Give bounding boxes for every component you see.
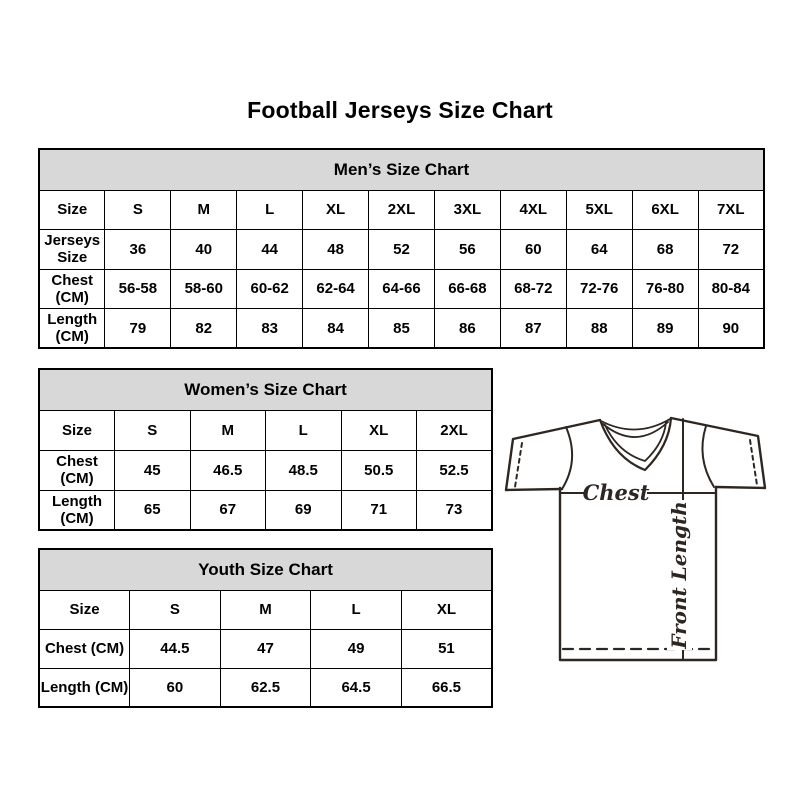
row-label-cell: Chest (CM) — [39, 269, 105, 309]
row-label-cell: Length (CM) — [39, 668, 130, 707]
value-cell: 56 — [434, 230, 500, 270]
table-row — [39, 309, 764, 349]
value-cell: 51 — [401, 629, 492, 668]
value-cell: 5XL — [566, 190, 632, 230]
value-cell: L — [311, 590, 402, 629]
value-cell: 66.5 — [401, 668, 492, 707]
value-cell: 68-72 — [500, 269, 566, 309]
jersey-measurement-diagram — [500, 398, 780, 673]
value-cell: 60 — [130, 668, 221, 707]
row-label-cell: Chest (CM) — [39, 629, 130, 668]
value-cell: S — [130, 590, 221, 629]
mens-table-title: Men’s Size Chart — [39, 149, 764, 190]
value-cell: 58-60 — [171, 269, 237, 309]
value-cell: 60 — [500, 230, 566, 270]
row-label-cell: Jerseys Size — [39, 230, 105, 270]
value-cell: 45 — [115, 450, 191, 490]
value-cell: XL — [303, 190, 369, 230]
value-cell: 6XL — [632, 190, 698, 230]
row-label-cell: Size — [39, 410, 115, 450]
value-cell: 65 — [115, 490, 191, 530]
value-cell: 80-84 — [698, 269, 764, 309]
page-title: Football Jerseys Size Chart — [247, 97, 553, 123]
value-cell: S — [115, 410, 191, 450]
value-cell: 3XL — [434, 190, 500, 230]
value-cell: 2XL — [369, 190, 435, 230]
value-cell: L — [237, 190, 303, 230]
value-cell: 46.5 — [190, 450, 266, 490]
value-cell: 73 — [417, 490, 493, 530]
row-label-cell: Chest (CM) — [39, 450, 115, 490]
value-cell: 52.5 — [417, 450, 493, 490]
value-cell: 89 — [632, 309, 698, 349]
value-cell: 67 — [190, 490, 266, 530]
value-cell: 50.5 — [341, 450, 417, 490]
value-cell: 7XL — [698, 190, 764, 230]
value-cell: L — [266, 410, 342, 450]
front-length-label: Front Length — [667, 501, 691, 649]
value-cell: 87 — [500, 309, 566, 349]
chest-label: Chest — [582, 480, 650, 505]
table-body — [39, 590, 492, 707]
value-cell: 40 — [171, 230, 237, 270]
value-cell: 62.5 — [220, 668, 311, 707]
value-cell: 47 — [220, 629, 311, 668]
table-row — [39, 490, 492, 530]
value-cell: 66-68 — [434, 269, 500, 309]
womens-table-title: Women’s Size Chart — [39, 369, 492, 410]
table-row — [39, 668, 492, 707]
value-cell: 56-58 — [105, 269, 171, 309]
value-cell: 84 — [303, 309, 369, 349]
value-cell: 49 — [311, 629, 402, 668]
value-cell: 44.5 — [130, 629, 221, 668]
mens-size-table — [38, 148, 765, 349]
value-cell: M — [220, 590, 311, 629]
row-label-cell: Size — [39, 190, 105, 230]
value-cell: 79 — [105, 309, 171, 349]
value-cell: M — [190, 410, 266, 450]
value-cell: 72 — [698, 230, 764, 270]
youth-table-title: Youth Size Chart — [39, 549, 492, 590]
value-cell: XL — [341, 410, 417, 450]
value-cell: 90 — [698, 309, 764, 349]
table-row — [39, 629, 492, 668]
value-cell: 44 — [237, 230, 303, 270]
value-cell: M — [171, 190, 237, 230]
youth-size-table — [38, 548, 493, 708]
jersey-diagram-icon — [500, 398, 780, 673]
value-cell: 64 — [566, 230, 632, 270]
table-row — [39, 230, 764, 270]
value-cell: 69 — [266, 490, 342, 530]
table-row — [39, 190, 764, 230]
value-cell: 85 — [369, 309, 435, 349]
row-label-cell: Length (CM) — [39, 490, 115, 530]
value-cell: 48.5 — [266, 450, 342, 490]
value-cell: 72-76 — [566, 269, 632, 309]
table-header-row — [39, 369, 492, 410]
value-cell: 68 — [632, 230, 698, 270]
table-row — [39, 410, 492, 450]
value-cell: 86 — [434, 309, 500, 349]
table-header-row — [39, 549, 492, 590]
value-cell: 83 — [237, 309, 303, 349]
value-cell: 64.5 — [311, 668, 402, 707]
value-cell: 48 — [303, 230, 369, 270]
row-label-cell: Length (CM) — [39, 309, 105, 349]
value-cell: 82 — [171, 309, 237, 349]
womens-size-table — [38, 368, 493, 531]
value-cell: 2XL — [417, 410, 493, 450]
value-cell: 60-62 — [237, 269, 303, 309]
value-cell: 71 — [341, 490, 417, 530]
value-cell: 36 — [105, 230, 171, 270]
value-cell: 52 — [369, 230, 435, 270]
row-label-cell: Size — [39, 590, 130, 629]
value-cell: 4XL — [500, 190, 566, 230]
table-body — [39, 190, 764, 348]
value-cell: 88 — [566, 309, 632, 349]
table-body — [39, 410, 492, 530]
value-cell: 76-80 — [632, 269, 698, 309]
table-row — [39, 590, 492, 629]
value-cell: 62-64 — [303, 269, 369, 309]
table-header-row — [39, 149, 764, 190]
value-cell: XL — [401, 590, 492, 629]
table-row — [39, 269, 764, 309]
table-row — [39, 450, 492, 490]
value-cell: 64-66 — [369, 269, 435, 309]
value-cell: S — [105, 190, 171, 230]
